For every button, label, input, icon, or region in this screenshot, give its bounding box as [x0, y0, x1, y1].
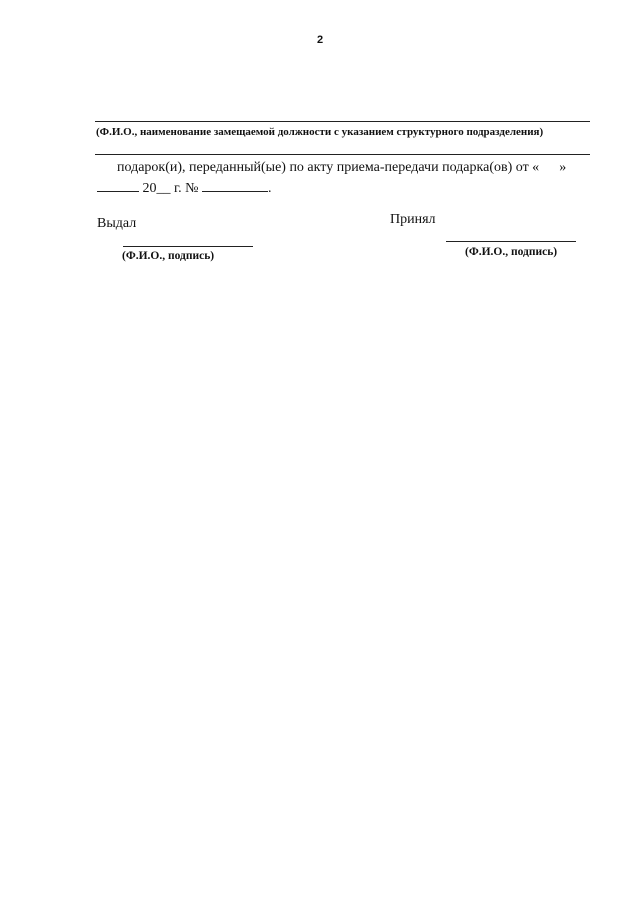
received-label: Принял: [390, 212, 436, 227]
year-blank[interactable]: __: [156, 181, 171, 196]
statement-text: подарок(и), переданный(ые) по акту приема-передачи подарка(ов) от «: [117, 160, 540, 175]
recipient-name-line: [95, 121, 590, 122]
received-signature-caption: (Ф.И.О., подпись): [465, 246, 558, 258]
statement-quote-close: »: [559, 160, 567, 175]
act-number-blank[interactable]: [202, 179, 268, 192]
issued-label: Выдал: [97, 216, 137, 231]
issued-signature-line[interactable]: [123, 246, 253, 247]
issued-signature-caption: (Ф.И.О., подпись): [122, 250, 215, 262]
statement-line-2: [97, 179, 272, 197]
received-signature-line[interactable]: [446, 241, 576, 242]
number-label: г. №: [174, 181, 199, 196]
statement-period: .: [268, 181, 272, 196]
statement-line-1: [117, 160, 566, 176]
recipient-caption: (Ф.И.О., наименование замещаемой должности с указанием структурного подразделения): [96, 126, 544, 138]
day-blank[interactable]: [97, 179, 139, 192]
page-number: 2: [316, 34, 324, 46]
year-prefix: 20: [142, 181, 157, 196]
second-blank-line: [95, 154, 590, 155]
